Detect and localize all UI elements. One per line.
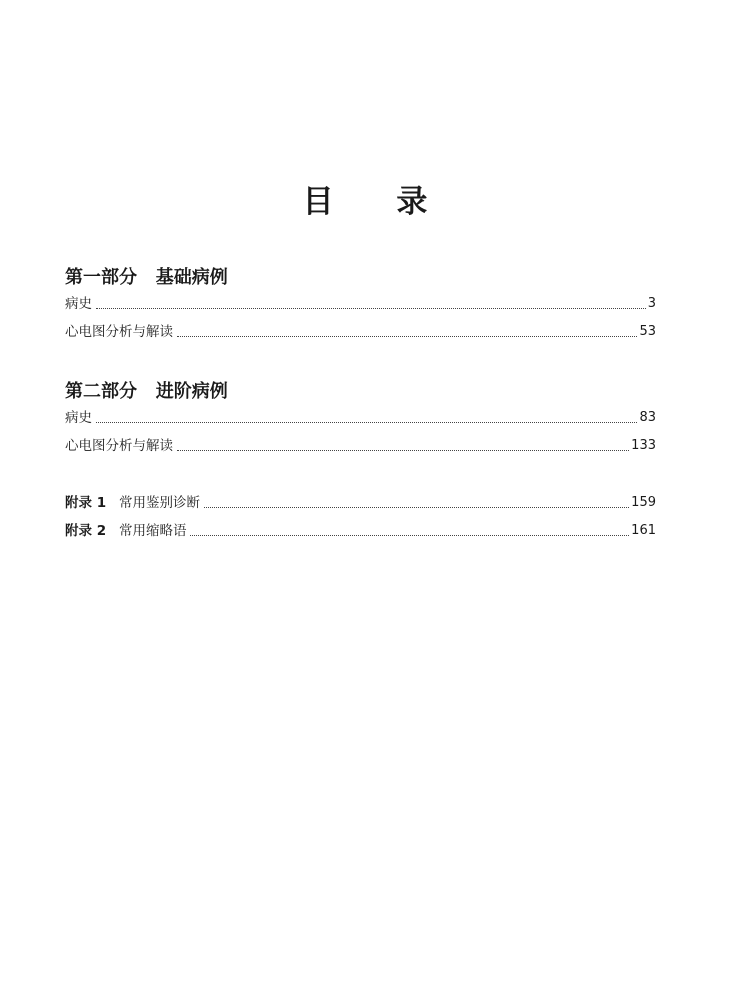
entry-page-number: 161 [631,523,656,538]
dot-leader [96,421,637,423]
toc-entry-appendix-1[interactable] [65,493,656,513]
entry-title [65,493,200,513]
part-1-heading: 第一部分 基础病例 [65,267,228,288]
toc-entry-part2-ecg-analysis[interactable] [65,436,656,456]
dot-leader [177,335,637,337]
entry-page-number: 3 [647,296,656,311]
appendix-label: 附录 1 [65,495,107,511]
appendix-label: 附录 2 [65,523,107,539]
dot-leader [177,449,629,451]
entry-title [65,521,186,541]
entry-page-number: 83 [639,410,656,425]
appendix-title: 常用缩略语 [118,523,187,539]
entry-title: 病史 [65,296,92,312]
dot-leader [204,506,629,508]
dot-leader [190,534,629,536]
appendix-title: 常用鉴别诊断 [118,495,200,511]
entry-title: 心电图分析与解读 [65,324,173,340]
entry-page-number: 53 [639,324,656,339]
part-2-heading: 第二部分 进阶病例 [65,381,228,402]
entry-page-number: 133 [631,438,656,453]
toc-entry-part1-ecg-analysis[interactable] [65,322,656,342]
toc-entry-part1-history[interactable] [65,294,656,314]
entry-page-number: 159 [631,495,656,510]
toc-entry-part2-history[interactable] [65,408,656,428]
dot-leader [96,307,646,309]
entry-title: 病史 [65,410,92,426]
toc-entry-appendix-2[interactable] [65,521,656,541]
page-title: 目 录 [302,184,454,220]
entry-title: 心电图分析与解读 [65,438,173,454]
